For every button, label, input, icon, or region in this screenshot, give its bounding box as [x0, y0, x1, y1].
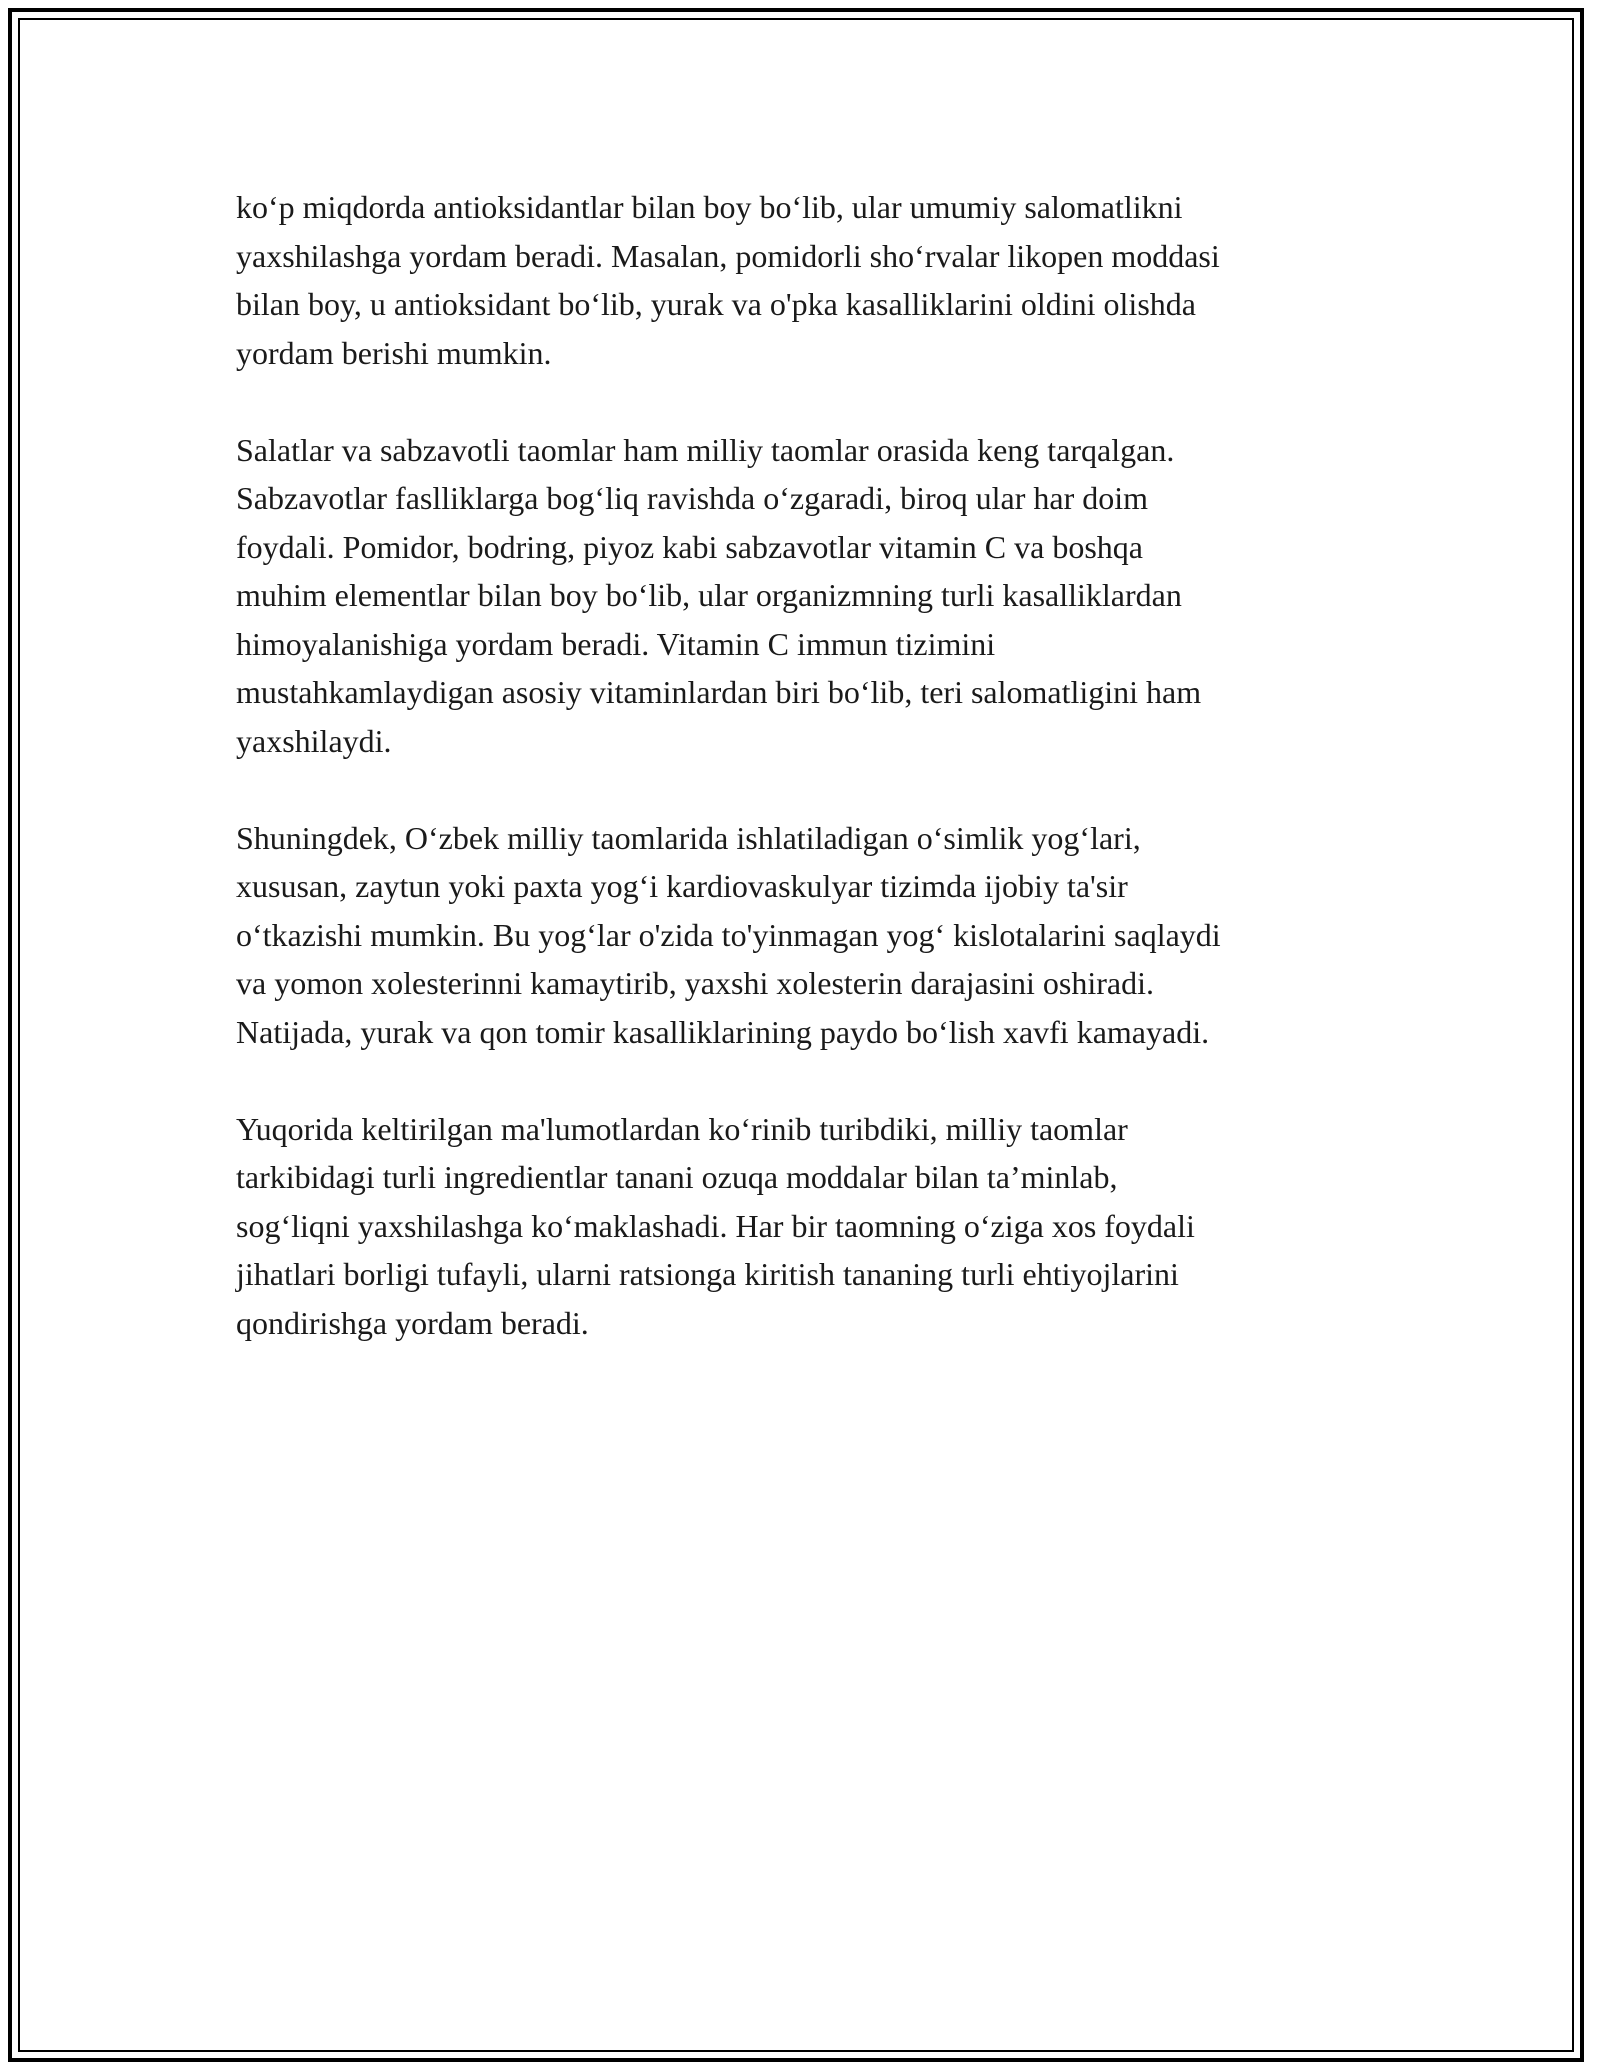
- text-line: o‘tkazishi mumkin. Bu yog‘lar o'zida to'yinmagan yog‘ kislotalarini saqlaydi: [236, 916, 1221, 953]
- paragraph-4: [236, 1105, 1416, 1348]
- text-line: sog‘liqni yaxshilashga ko‘maklashadi. Har bir taomning o‘ziga xos foydali: [236, 1207, 1195, 1244]
- text-line: himoyalanishiga yordam beradi. Vitamin C immun tizimini: [236, 625, 996, 662]
- text-line: mustahkamlaydigan asosiy vitaminlardan biri bo‘lib, teri salomatligini ham: [236, 674, 1202, 710]
- text-line: yaxshilashga yordam beradi. Masalan, pomidorli sho‘rvalar likopen moddasi: [236, 237, 1220, 274]
- text-line: Salatlar va sabzavotli taomlar ham milliy taomlar orasida keng tarqalgan.: [236, 431, 1175, 468]
- text-line: yaxshilaydi.: [236, 722, 392, 759]
- text-line: ko‘p miqdorda antioksidantlar bilan boy bo‘lib, ular umumiy salomatlikni: [236, 189, 1183, 225]
- paragraph-2: [236, 426, 1416, 766]
- text-line: qondirishga yordam beradi.: [236, 1304, 589, 1341]
- text-line: foydali. Pomidor, bodring, piyoz kabi sabzavotlar vitamin C va boshqa: [236, 528, 1143, 565]
- text-line: yordam berishi mumkin.: [236, 334, 552, 371]
- text-line: jihatlari borligi tufayli, ularni ratsionga kiritish tananing turli ehtiyojlarini: [236, 1256, 1179, 1292]
- text-line: Natijada, yurak va qon tomir kasalliklarining paydo bo‘lish xavfi kamayadi.: [236, 1013, 1210, 1050]
- text-line: muhim elementlar bilan boy bo‘lib, ular organizmning turli kasalliklardan: [236, 577, 1182, 613]
- text-line: Yuqorida keltirilgan ma'lumotlardan ko‘rinib turibdiki, milliy taomlar: [236, 1110, 1128, 1147]
- paragraph-3: [236, 814, 1416, 1057]
- document-body: [236, 183, 1416, 1396]
- text-line: bilan boy, u antioksidant bo‘lib, yurak va o'pka kasalliklarini oldini olishda: [236, 286, 1196, 322]
- text-line: xususan, zaytun yoki paxta yog‘i kardiovaskulyar tizimda ijobiy ta'sir: [236, 868, 1128, 904]
- text-line: va yomon xolesterinni kamaytirib, yaxshi xolesterin darajasini oshiradi.: [236, 965, 1155, 1001]
- text-line: tarkibidagi turli ingredientlar tanani ozuqa moddalar bilan ta’minlab,: [236, 1159, 1118, 1195]
- text-line: Shuningdek, O‘zbek milliy taomlarida ishlatiladigan o‘simlik yog‘lari,: [236, 819, 1141, 856]
- paragraph-1: [236, 183, 1416, 377]
- text-line: Sabzavotlar faslliklarga bog‘liq ravishda o‘zgaradi, biroq ular har doim: [236, 480, 1148, 516]
